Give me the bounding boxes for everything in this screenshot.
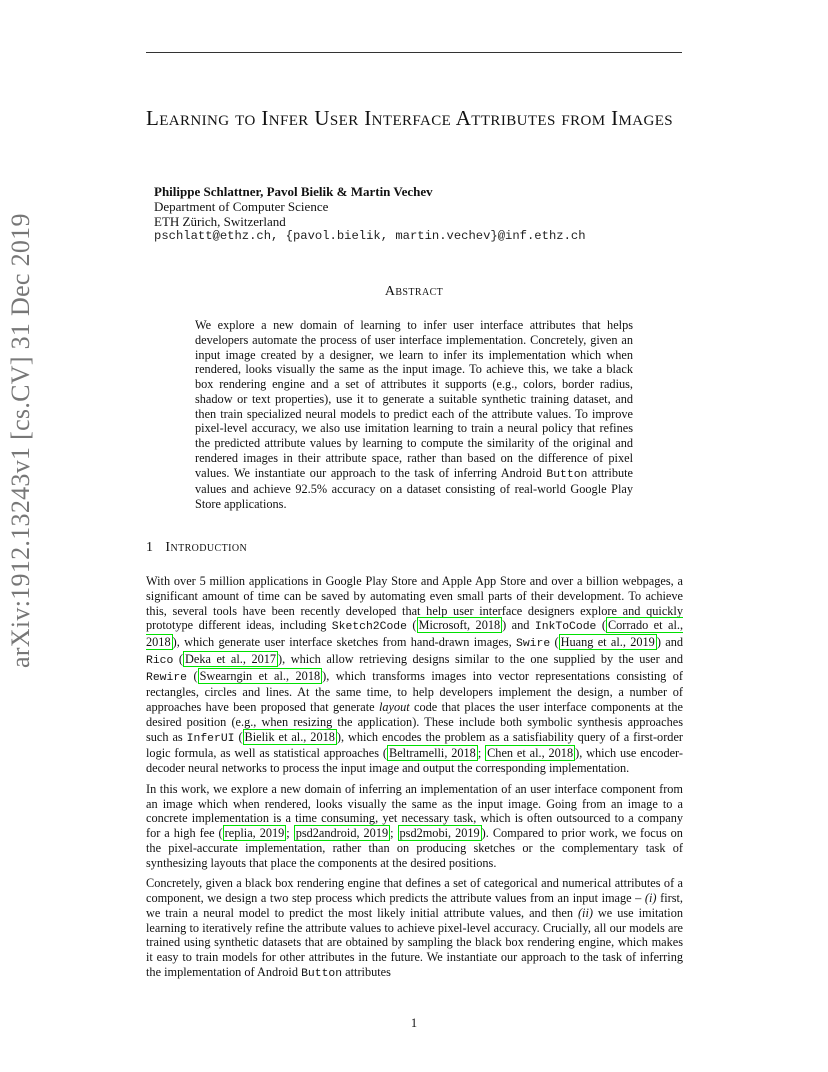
paragraph-1 [146,574,683,776]
citation-link[interactable]: Corrado et al., 2018 [146,618,684,649]
citation-link[interactable]: Beltramelli, 2018 [389,746,476,761]
author-names: Philippe Schlattner, Pavol Bielik & Martin Vechev [154,184,433,199]
text-run: ) and [656,635,684,649]
author-institution: ETH Zürich, Switzerland [154,214,286,229]
text-run: we use imitation learning to iteratively refine the attribute values to achieve pixel-level accuracy. Crucially, all our models are trained using synthetic datasets that are obtained by sampling the black box rendering engine, which makes it easy to train models for other attributes in the future. We instantiate our approach to the task of inferring the implementation of Android [146,905,683,979]
text-run: attributes [342,964,391,979]
emphasis-i: (i) [644,891,657,905]
text-run: code that places the user interface components at the desired position (e.g., when resizing the application). These include both symbolic synthesis approaches such as [146,700,683,744]
top-rule [146,52,682,53]
text-run: ( [550,635,559,649]
intro-body [146,574,683,988]
paper-title: Learning to Infer User Interface Attributes from Images [146,106,674,130]
section-heading [146,540,247,556]
citation-link[interactable]: Microsoft, 2018 [418,618,501,633]
section-number: 1 [146,540,154,555]
code-inktocode: InkToCode [534,621,597,634]
text-run: ), which generate user interface sketches from hand-drawn images, [172,635,516,649]
text-run: ), which transforms images into vector representations consisting of rectangles, circles and lines. At the same time, to help developers implement the design, a number of approaches have been proposed that generate [146,668,683,714]
arxiv-stamp: arXiv:1912.13243v1 [cs.CV] 31 Dec 2019 [6,213,35,668]
text-run: first, we train a neural model to predict the most likely initial attribute values, and then [146,891,683,920]
text-run: ), which encodes the problem as a satisfiability query of a first-order logic formula, as well as statistical approaches ( [146,729,684,761]
author-emails: pschlatt@ethz.ch, {pavol.bielik, martin.vechev}@inf.ethz.ch [154,229,586,243]
code-button: Button [546,468,588,481]
citation-link[interactable]: Deka et al., 2017 [184,651,277,666]
text-run: ), which use encoder-decoder neural networks to process the input image and output the corresponding implementation. [146,746,683,775]
abstract-heading: Abstract [384,284,444,299]
text-run: ). Compared to prior work, we focus on the pixel-accurate implementation, rather than on producing sketches or the complementary task of synthesizing layouts that place the components at the desired positions. [146,826,683,870]
code-rico: Rico [146,654,174,667]
text-run: ) and [502,618,535,633]
text-run: In this work, we explore a new domain of inferring an implementation of an user interface component from an image which when rendered, looks visually the same as the input image. Going from an image to a concrete implementation is a time consuming, yet necessary task, which is often outsourced to a company for a high fee ( [146,781,683,840]
code-swire: Swire [516,638,551,650]
citation-link[interactable]: Huang et al., 2019 [560,635,655,649]
citation-link[interactable]: Chen et al., 2018 [487,746,574,761]
emphasis-ii: (ii) [577,905,593,920]
text-run: ), which allow retrieving designs similar to the one supplied by the user and [278,651,683,666]
abstract-text [195,318,633,512]
page-number: 1 [410,1016,418,1030]
text-run: ( [173,651,183,666]
paragraph-3 [146,876,683,981]
citation-link[interactable]: Swearngin et al., 2018 [199,668,321,683]
paragraph-2 [146,782,683,871]
code-inferui: InferUI [186,732,235,745]
text-run: ( [234,729,243,744]
emphasis-layout: layout [378,700,410,714]
abstract-text-part: attribute values and achieve 92.5% accuracy on a dataset consisting of real-world Google Play Store applications. [195,465,633,511]
text-run: ( [187,668,198,683]
text-run: With over 5 million applications in Google Play Store and Apple App Store and over a billion webpages, a significant amount of time can be saved by automating even small parts of their development. To achieve this, several tools have been recently developed that help user interface designers explore and quickly prototype different ideas, including [146,574,683,633]
citation-link[interactable]: Bielik et al., 2018 [244,729,335,744]
text-run: ; [286,826,294,840]
abstract-text-part: We explore a new domain of learning to infer user interface attributes that helps developers automate the process of user interface implementation. Concretely, given an input image created by a designer, we learn to infer its implementation which when rendered, looks visually the same as the input image. To achieve this, we take a black box rendering engine and a set of attributes it supports (e.g., colors, border radius, shadow or text properties), use it to generate a suitable synthetic training dataset, and then train specialized neural models to predict each of the attribute values. To improve pixel-level accuracy, we also use imitation learning to train a neural policy that refines the predicted attribute values by learning to compute the similarity of the original and rendered images in their attribute space, rather than based on the difference of pixel values. We instantiate our approach to the task of inferring Android [195,318,633,480]
text-run: ; [390,826,398,840]
citation-link[interactable]: replia, 2019 [224,826,285,840]
code-sketch2code: Sketch2Code [331,621,407,634]
text-run: ; [477,746,486,761]
section-title: Introduction [165,540,248,555]
text-run: ( [596,618,606,633]
text-run: Concretely, given a black box rendering engine that defines a set of categorical and numerical attributes of a component, we design a two step process which predicts the attribute values from an input image – [146,876,683,905]
code-rewire: Rewire [146,671,188,684]
text-run: ( [406,618,417,633]
code-button: Button [301,967,343,980]
citation-link[interactable]: psd2android, 2019 [295,826,389,840]
author-block [154,184,586,244]
citation-link[interactable]: psd2mobi, 2019 [399,826,480,840]
author-department: Department of Computer Science [154,199,329,214]
